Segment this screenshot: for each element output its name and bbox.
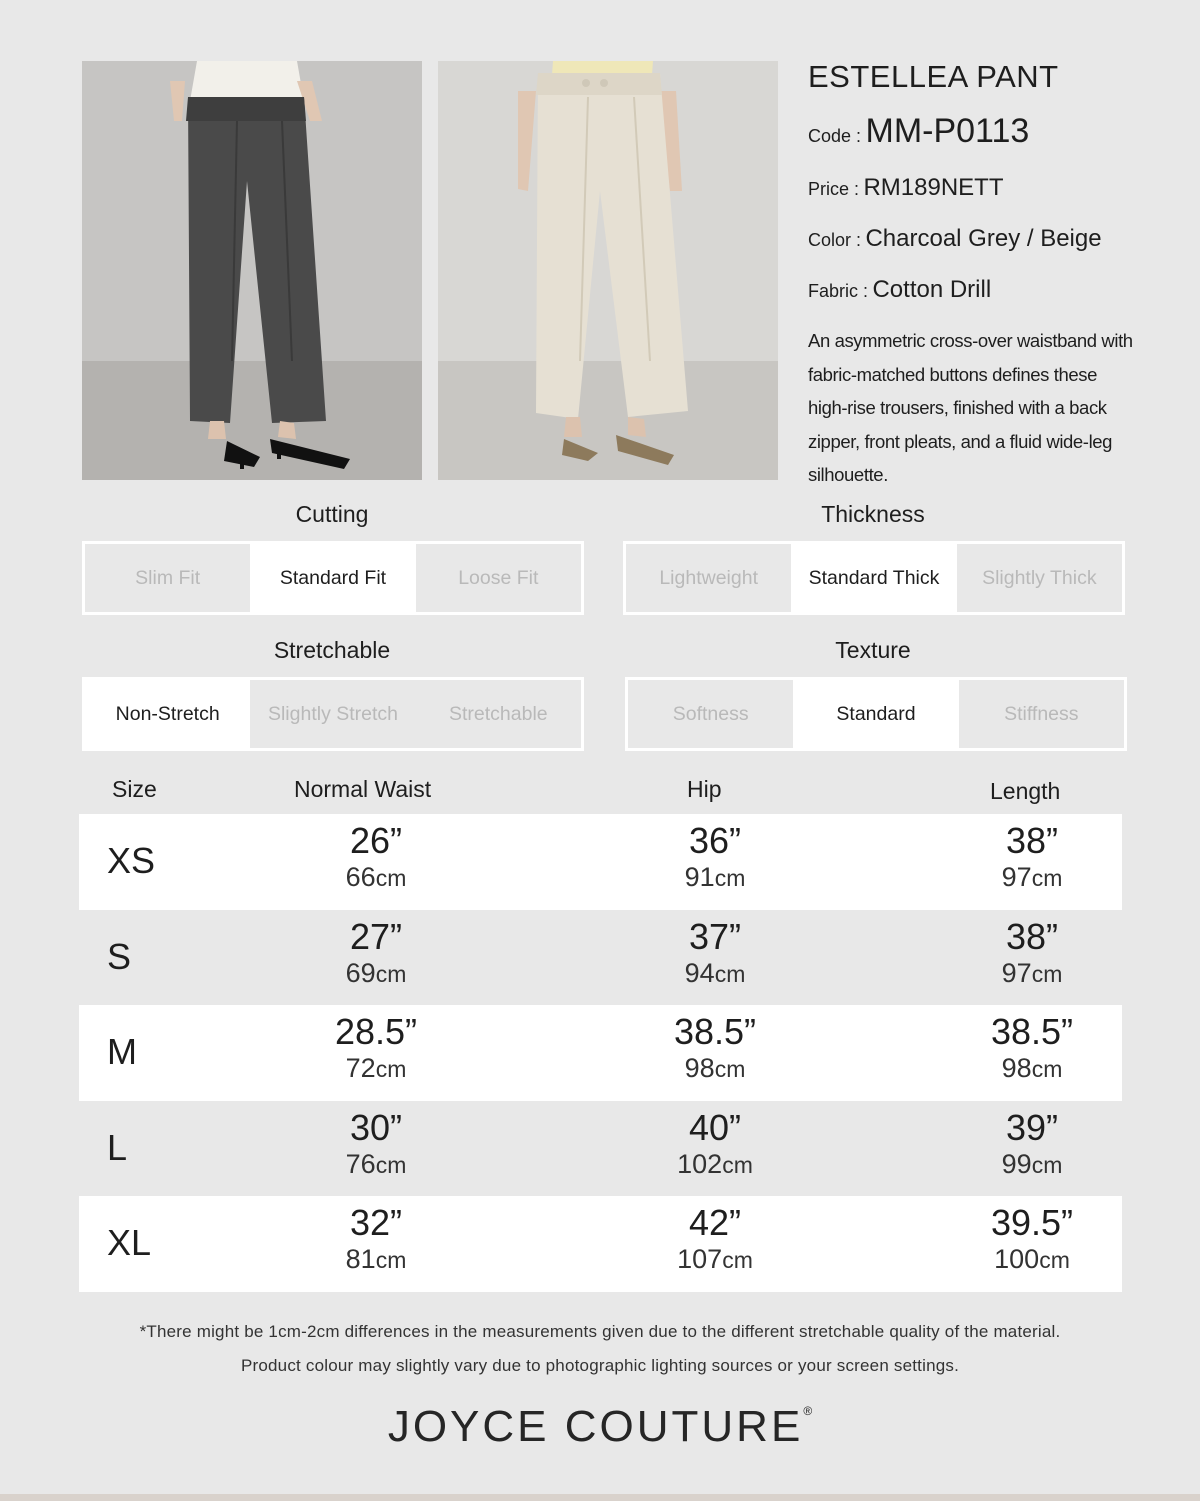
color-value: Charcoal Grey / Beige — [865, 225, 1102, 252]
table-row — [79, 1196, 1122, 1292]
price-row — [808, 174, 1004, 202]
hip-inch: 40” — [688, 1106, 742, 1148]
size-label: S — [107, 935, 132, 977]
price-value: RM189NETT — [863, 174, 1004, 201]
table-row — [79, 1005, 1122, 1101]
length-cm: 100cm — [994, 1244, 1070, 1274]
product-description: An asymmetric cross-over waistband with fabric-matched buttons defines these high-rise trousers, finished with a back zipper, front pleats, and a fluid wide-leg silhouette. — [808, 330, 1133, 485]
product-photo-beige — [438, 61, 778, 480]
cutting-option: Loose Fit — [416, 544, 581, 612]
thickness-option: Slightly Thick — [957, 544, 1122, 612]
size-label: L — [107, 1126, 128, 1168]
waist-cm: 76cm — [345, 1148, 407, 1179]
disclaimer-colour: Product colour may slightly vary due to photographic lighting sources or your screen settings. — [240, 1356, 960, 1375]
header-length: Length — [990, 778, 1061, 804]
length-cm: 97cm — [1001, 862, 1063, 892]
header-hip: Hip — [687, 776, 722, 802]
table-row — [79, 814, 1122, 910]
hip-inch: 38.5” — [673, 1011, 757, 1052]
fabric-row — [808, 276, 991, 304]
header-waist: Normal Waist — [294, 776, 432, 802]
thickness-option: Standard Thick — [791, 544, 956, 612]
fabric-value: Cotton Drill — [872, 276, 992, 303]
bottom-divider — [0, 1494, 1200, 1501]
code-row — [808, 112, 1029, 151]
length-inch: 39.5” — [990, 1202, 1074, 1243]
waist-cm: 81cm — [345, 1244, 407, 1274]
texture-title: Texture — [835, 637, 911, 663]
code-value: MM-P0113 — [865, 112, 1030, 150]
code-label: Code : — [808, 126, 862, 146]
size-label: XS — [107, 840, 156, 881]
size-label: XL — [107, 1222, 152, 1263]
size-chart-table — [79, 814, 1122, 1292]
cutting-title: Cutting — [295, 501, 369, 527]
stretchable-scale — [82, 677, 584, 751]
length-inch: 38” — [1005, 915, 1059, 957]
length-cm: 98cm — [1001, 1053, 1063, 1083]
price-label: Price : — [808, 179, 860, 199]
waist-cm: 69cm — [345, 957, 407, 988]
length-inch: 38” — [1005, 820, 1059, 861]
product-title: ESTELLEA PANT — [808, 59, 1059, 94]
texture-option: Stiffness — [959, 680, 1124, 748]
color-row — [808, 225, 1102, 253]
hip-cm: 94cm — [684, 957, 746, 988]
fabric-label: Fabric : — [808, 281, 869, 301]
waist-cm: 72cm — [345, 1053, 407, 1083]
length-inch: 39” — [1005, 1106, 1059, 1148]
hip-cm: 102cm — [677, 1148, 753, 1179]
cutting-scale — [82, 541, 584, 615]
hip-cm: 107cm — [677, 1244, 753, 1274]
product-info — [808, 58, 1138, 485]
disclaimer-measurements: *There might be 1cm-2cm differences in the measurements given due to the different stretchable quality of the material. — [139, 1322, 1061, 1341]
length-cm: 99cm — [1001, 1148, 1063, 1179]
waist-inch: 28.5” — [334, 1011, 418, 1052]
texture-scale — [625, 677, 1127, 751]
header-size: Size — [112, 776, 157, 802]
stretchable-option: Stretchable — [416, 680, 581, 748]
hip-inch: 36” — [688, 820, 742, 861]
thickness-scale — [623, 541, 1125, 615]
waist-inch: 30” — [349, 1106, 403, 1148]
waist-inch: 26” — [349, 820, 403, 861]
thickness-title: Thickness — [821, 501, 925, 527]
waist-inch: 27” — [349, 915, 403, 957]
hip-cm: 91cm — [684, 862, 746, 892]
stretchable-option: Slightly Stretch — [250, 680, 415, 748]
length-inch: 38.5” — [990, 1011, 1074, 1052]
color-label: Color : — [808, 230, 862, 250]
length-cm: 97cm — [1001, 957, 1063, 988]
product-photo-charcoal-grey — [82, 61, 422, 480]
hip-cm: 98cm — [684, 1053, 746, 1083]
hip-inch: 42” — [688, 1202, 742, 1243]
brand-logo: JOYCE COUTURE® — [387, 1402, 813, 1451]
table-row — [79, 910, 1122, 1006]
thickness-option: Lightweight — [626, 544, 791, 612]
stretchable-title: Stretchable — [273, 637, 391, 663]
waist-inch: 32” — [349, 1202, 403, 1243]
cutting-option: Slim Fit — [85, 544, 250, 612]
table-row — [79, 1101, 1122, 1197]
hip-inch: 37” — [688, 915, 742, 957]
texture-option: Softness — [628, 680, 793, 748]
size-label: M — [107, 1031, 137, 1072]
cutting-option: Standard Fit — [250, 544, 415, 612]
texture-option: Standard — [793, 680, 958, 748]
stretchable-option: Non-Stretch — [85, 680, 250, 748]
waist-cm: 66cm — [345, 862, 407, 892]
